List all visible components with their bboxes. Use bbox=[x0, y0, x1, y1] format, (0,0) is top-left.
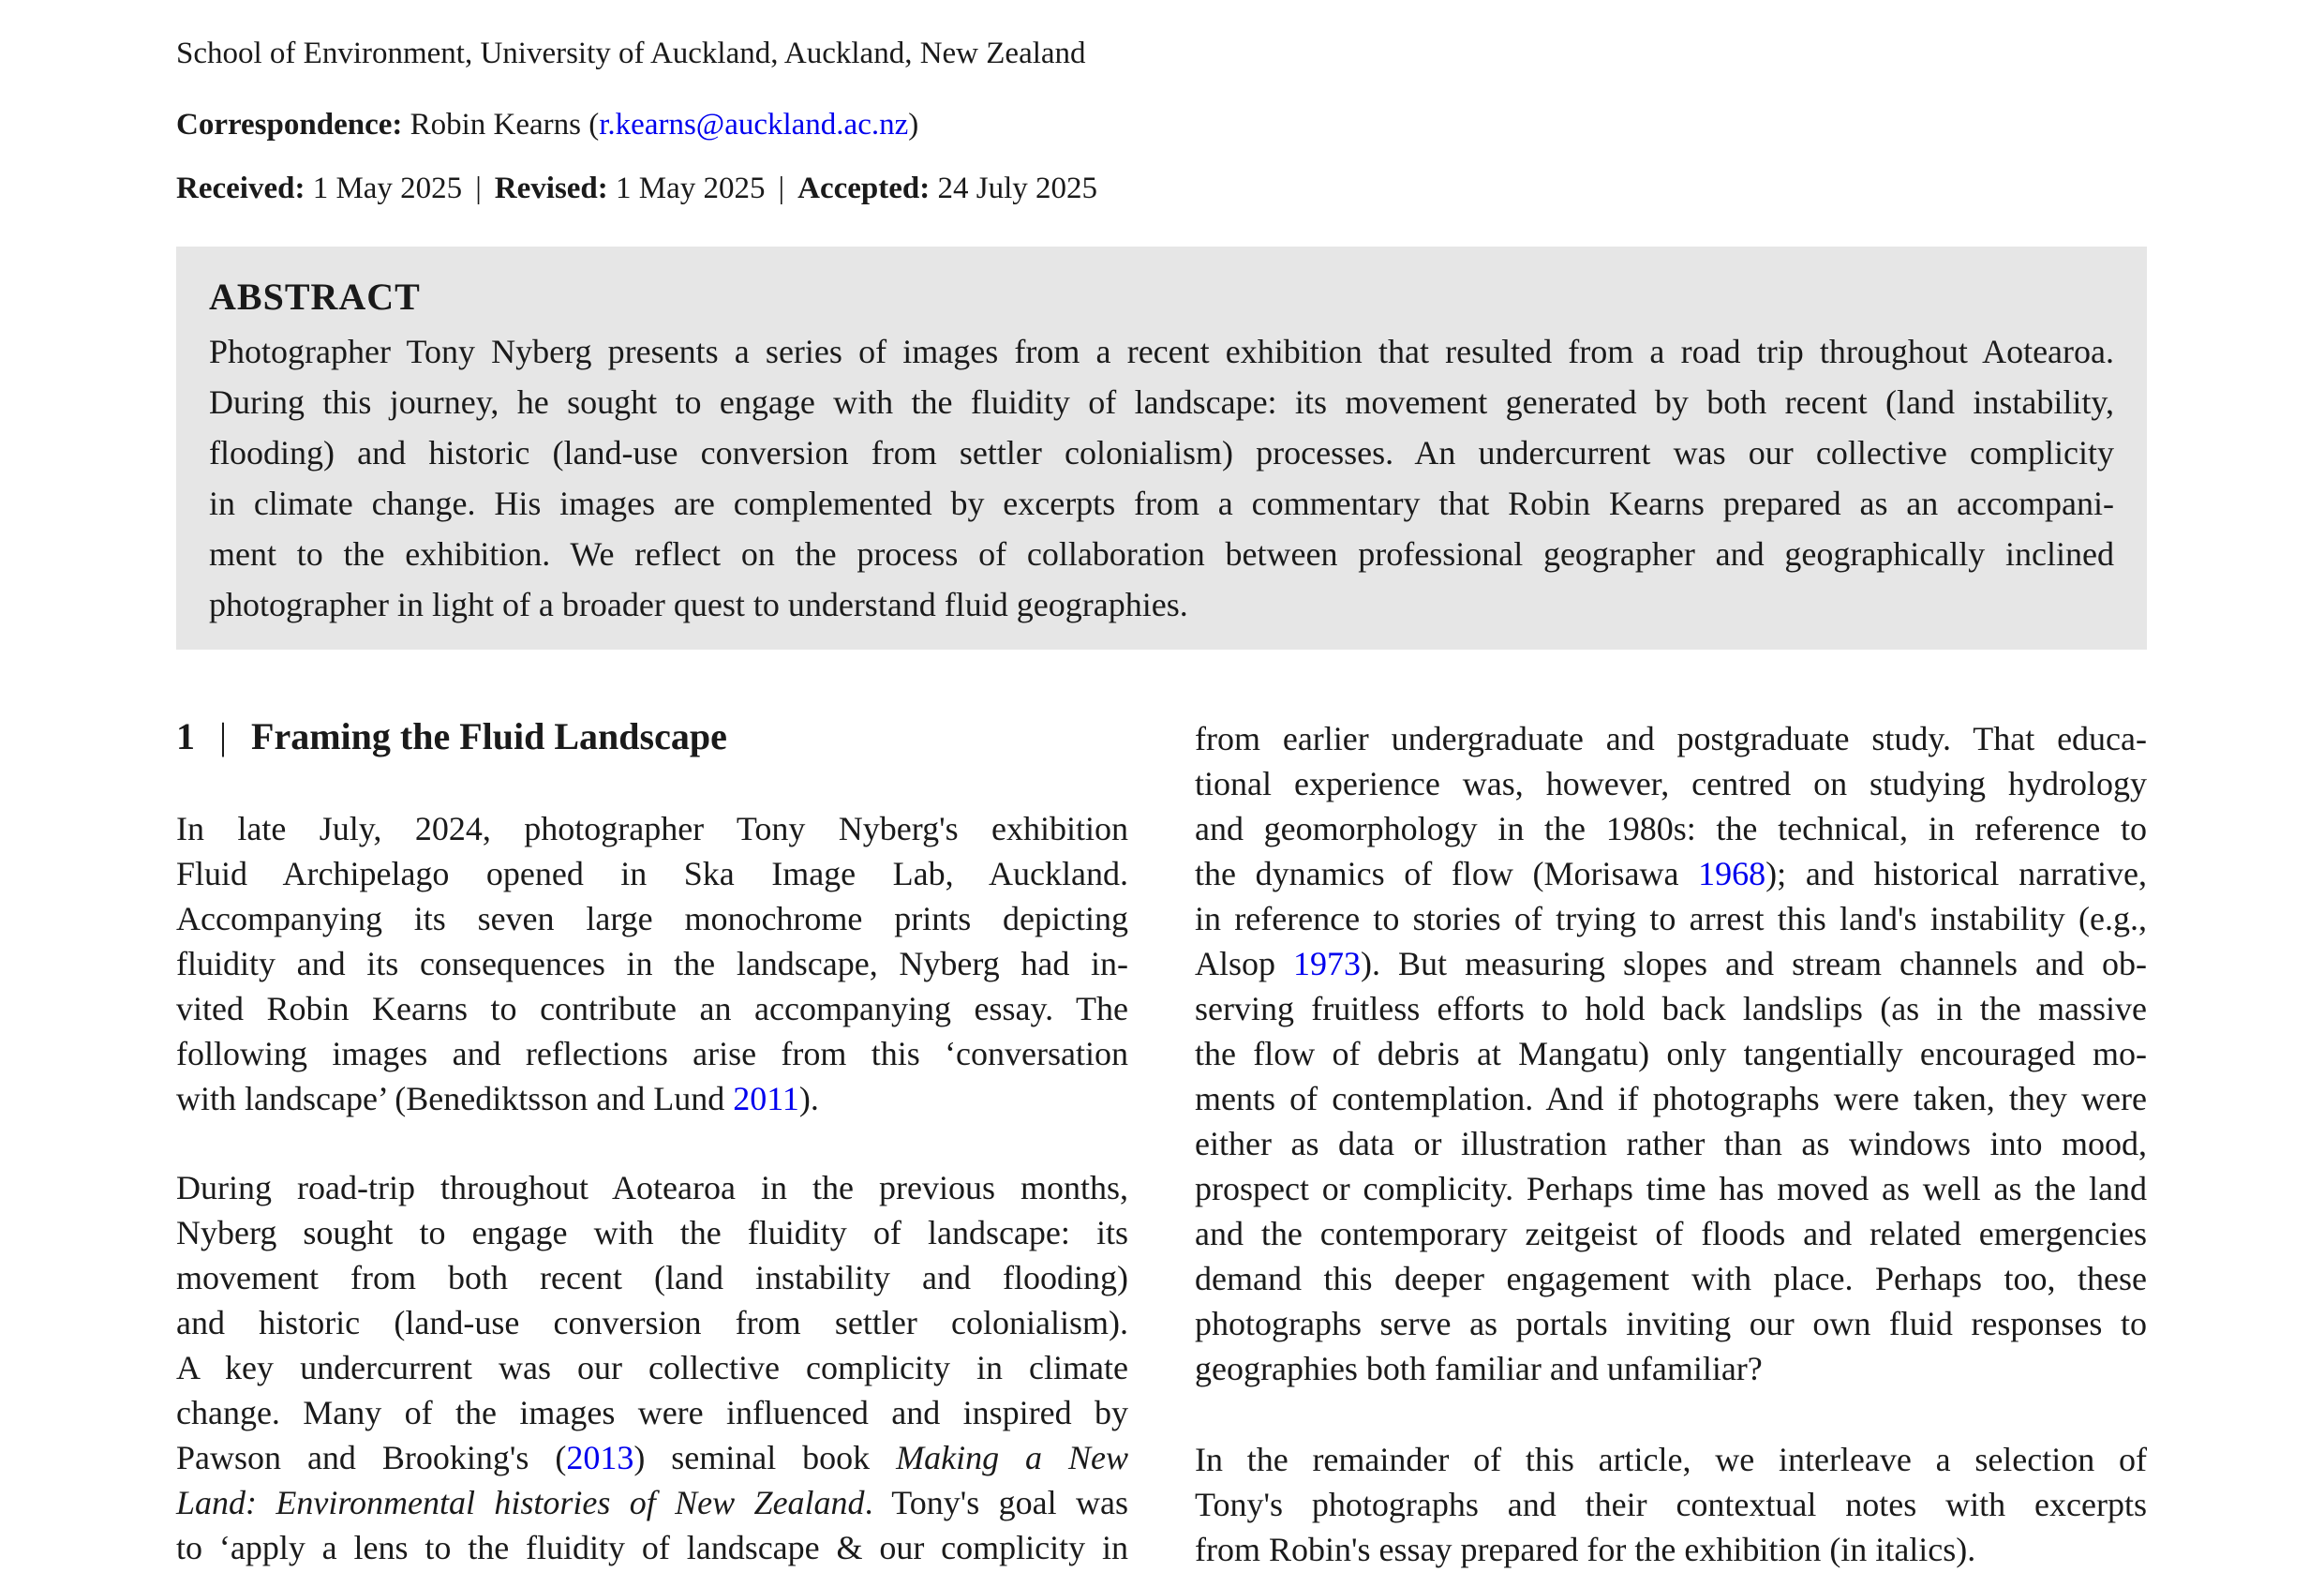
section-title: Framing the Fluid Landscape bbox=[251, 715, 727, 757]
text-segment: ment to the exhibition. We reflect on the process of collaboration between professional geographer and geographically inclined bbox=[209, 535, 2114, 573]
text-segment: and historic (land-use conversion from settler colonialism). bbox=[176, 1304, 1128, 1341]
text-line bbox=[176, 1525, 1128, 1570]
email-link[interactable]: r.kearns@auckland.ac.nz bbox=[599, 108, 909, 142]
text-line bbox=[209, 529, 2114, 579]
text-line bbox=[1195, 1121, 2147, 1166]
text-line bbox=[176, 896, 1128, 941]
text-segment: in climate change. His images are complemented by excerpts from a commentary that Robin Kearns prepared as an accompani- bbox=[209, 485, 2114, 522]
text-segment: Accompanying its seven large monochrome prints depicting bbox=[176, 900, 1128, 937]
text-segment: from Robin's essay prepared for the exhibition (in italics). bbox=[1195, 1531, 1976, 1568]
text-line bbox=[1195, 761, 2147, 806]
text-line bbox=[1195, 986, 2147, 1031]
right-paragraph-1 bbox=[1195, 716, 2147, 1391]
revised-label: Revised: bbox=[494, 172, 608, 205]
text-segment: and the contemporary zeitgeist of floods and related emergencies bbox=[1195, 1215, 2147, 1252]
citation-link[interactable]: 2013 bbox=[566, 1439, 634, 1476]
abstract-title: ABSTRACT bbox=[209, 276, 421, 318]
text-line bbox=[176, 1165, 1128, 1210]
text-segment: serving fruitless efforts to hold back landslips (as in the massive bbox=[1195, 990, 2147, 1027]
text-segment: prospect or complicity. Perhaps time has moved as well as the land bbox=[1195, 1170, 2147, 1207]
text-line bbox=[176, 1255, 1128, 1300]
text-line bbox=[1195, 1346, 2147, 1391]
text-segment: tional experience was, however, centred on studying hydrology bbox=[1195, 765, 2147, 802]
text-line bbox=[176, 1435, 1128, 1480]
text-line bbox=[1195, 1211, 2147, 1256]
text-line bbox=[209, 478, 2114, 529]
text-segment: vited Robin Kearns to contribute an accompanying essay. The bbox=[176, 990, 1128, 1027]
text-line bbox=[176, 1300, 1128, 1345]
text-line bbox=[1195, 1076, 2147, 1121]
text-segment: Pawson and Brooking's ( bbox=[176, 1439, 567, 1476]
text-line bbox=[176, 806, 1128, 851]
section-separator: | bbox=[219, 715, 228, 757]
accepted-label: Accepted: bbox=[797, 172, 931, 205]
text-line bbox=[209, 326, 2114, 377]
received-label: Received: bbox=[176, 172, 305, 205]
text-segment: In late July, 2024, photographer Tony Nyberg's exhibition bbox=[176, 810, 1128, 847]
citation-link[interactable]: 1968 bbox=[1698, 855, 1766, 892]
text-line bbox=[209, 377, 2114, 427]
separator: | bbox=[475, 172, 482, 205]
text-line bbox=[1195, 1482, 2147, 1527]
text-segment: photographs serve as portals inviting our own fluid responses to bbox=[1195, 1305, 2147, 1342]
text-segment: . Tony's goal was bbox=[864, 1484, 1128, 1521]
text-line bbox=[1195, 716, 2147, 761]
dates bbox=[176, 170, 1097, 207]
revised-date: 1 May 2025 bbox=[616, 172, 766, 205]
text-segment: Fluid Archipelago opened in Ska Image Lab, Auckland. bbox=[176, 855, 1128, 892]
citation-link[interactable]: 2011 bbox=[733, 1080, 799, 1117]
correspondence-close: ) bbox=[908, 108, 919, 142]
text-line bbox=[1195, 1301, 2147, 1346]
text-line bbox=[1195, 941, 2147, 986]
correspondence-label: Correspondence: bbox=[176, 108, 403, 142]
left-paragraph-2 bbox=[176, 1165, 1128, 1570]
text-line bbox=[1195, 806, 2147, 851]
abstract-text bbox=[209, 326, 2114, 630]
text-line bbox=[176, 1345, 1128, 1390]
text-segment: and geomorphology in the 1980s: the technical, in reference to bbox=[1195, 810, 2147, 847]
text-line bbox=[176, 986, 1128, 1031]
text-segment: to ‘apply a lens to the fluidity of landscape & our complicity in bbox=[176, 1529, 1128, 1566]
correspondence bbox=[176, 106, 918, 143]
text-line bbox=[1195, 1256, 2147, 1301]
text-segment: During road-trip throughout Aotearoa in the previous months, bbox=[176, 1169, 1128, 1206]
text-line bbox=[1195, 1527, 2147, 1572]
text-line bbox=[1195, 896, 2147, 941]
text-line bbox=[1195, 1031, 2147, 1076]
text-line bbox=[209, 427, 2114, 478]
text-segment: following images and reflections arise from this ‘conversation bbox=[176, 1035, 1128, 1072]
received-date: 1 May 2025 bbox=[312, 172, 463, 205]
text-line bbox=[176, 1390, 1128, 1435]
text-line bbox=[176, 941, 1128, 986]
abstract-box bbox=[176, 247, 2147, 650]
text-segment: movement from both recent (land instability and flooding) bbox=[176, 1259, 1128, 1296]
affiliation: School of Environment, University of Auckland, Auckland, New Zealand bbox=[176, 37, 1086, 70]
section-number: 1 bbox=[176, 715, 195, 757]
text-segment: fluidity and its consequences in the landscape, Nyberg had in- bbox=[176, 945, 1128, 982]
text-segment: from earlier undergraduate and postgraduate study. That educa- bbox=[1195, 720, 2147, 757]
text-segment: flooding) and historic (land-use conversion from settler colonialism) processes. An undercurrent was our collective complicity bbox=[209, 434, 2114, 472]
section-heading bbox=[176, 714, 727, 758]
text-segment: A key undercurrent was our collective complicity in climate bbox=[176, 1349, 1128, 1386]
text-segment: geographies both familiar and unfamiliar? bbox=[1195, 1350, 1763, 1387]
text-segment: change. Many of the images were influenced and inspired by bbox=[176, 1394, 1128, 1431]
text-segment: the dynamics of flow (Morisawa bbox=[1195, 855, 1699, 892]
text-segment: photographer in light of a broader quest to understand fluid geographies. bbox=[209, 586, 1188, 623]
text-segment: ). But measuring slopes and stream channels and ob- bbox=[1361, 945, 2147, 982]
text-line bbox=[1195, 1166, 2147, 1211]
text-segment: Tony's photographs and their contextual notes with excerpts bbox=[1195, 1486, 2147, 1523]
accepted-date: 24 July 2025 bbox=[937, 172, 1098, 205]
italic-text: Making a New bbox=[896, 1439, 1128, 1476]
correspondence-name: Robin Kearns ( bbox=[410, 108, 600, 142]
text-segment: Alsop bbox=[1195, 945, 1294, 982]
text-segment: with landscape’ (Benediktsson and Lund bbox=[176, 1080, 734, 1117]
citation-link[interactable]: 1973 bbox=[1293, 945, 1362, 982]
text-segment: ). bbox=[798, 1080, 819, 1117]
text-segment: Photographer Tony Nyberg presents a series of images from a recent exhibition that resulted from a road trip throughout Aotearoa. bbox=[209, 333, 2114, 370]
text-segment: the flow of debris at Mangatu) only tangentially encouraged mo- bbox=[1195, 1035, 2147, 1072]
text-line bbox=[176, 1480, 1128, 1525]
text-line bbox=[176, 851, 1128, 896]
text-line bbox=[176, 1076, 1128, 1121]
text-segment: In the remainder of this article, we interleave a selection of bbox=[1195, 1441, 2147, 1478]
text-segment: During this journey, he sought to engage with the fluidity of landscape: its movement generated by both recent (land instability, bbox=[209, 383, 2114, 421]
text-segment: demand this deeper engagement with place. Perhaps too, these bbox=[1195, 1260, 2147, 1297]
text-line bbox=[176, 1031, 1128, 1076]
text-line bbox=[1195, 1437, 2147, 1482]
text-segment: ments of contemplation. And if photographs were taken, they were bbox=[1195, 1080, 2147, 1117]
right-paragraph-2 bbox=[1195, 1437, 2147, 1572]
text-segment: in reference to stories of trying to arrest this land's instability (e.g., bbox=[1195, 900, 2147, 937]
italic-text: Land: Environmental histories of New Zealand bbox=[176, 1484, 865, 1521]
text-line bbox=[1195, 851, 2147, 896]
text-segment: ); and historical narrative, bbox=[1765, 855, 2147, 892]
left-paragraph-1 bbox=[176, 806, 1128, 1121]
separator: | bbox=[778, 172, 785, 205]
text-line bbox=[176, 1210, 1128, 1255]
text-segment: either as data or illustration rather than as windows into mood, bbox=[1195, 1125, 2147, 1162]
text-segment: Nyberg sought to engage with the fluidity of landscape: its bbox=[176, 1214, 1128, 1251]
text-segment: ) seminal book bbox=[633, 1439, 897, 1476]
text-line bbox=[209, 579, 2114, 630]
